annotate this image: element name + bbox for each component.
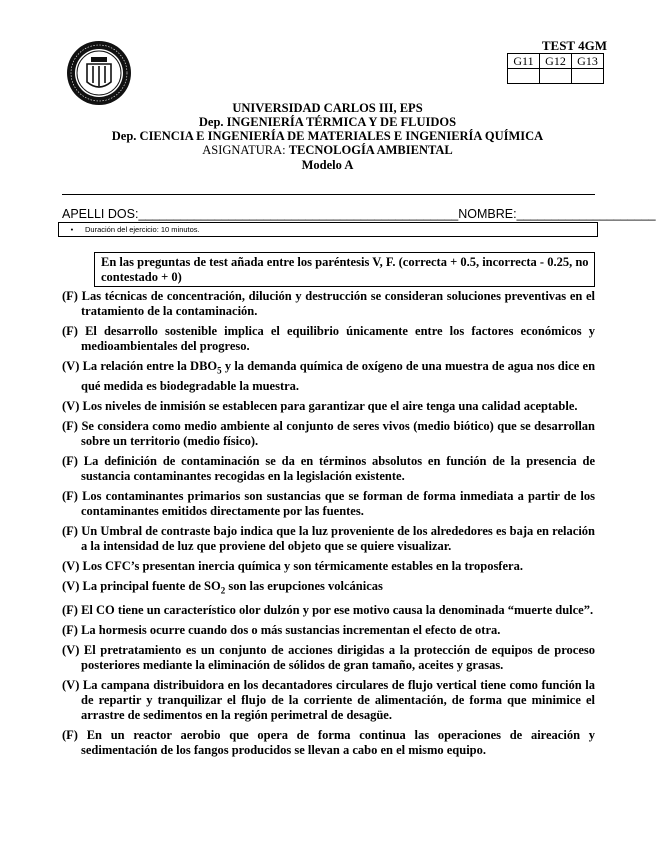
question-item [62,399,595,414]
question-text: y la demanda química de oxígeno de una muestra de agua nos dice en qué medida es biodegradable la muestra. [81,359,596,393]
name-field[interactable]: ____________________ [516,207,656,221]
answer-mark[interactable]: (F) [62,418,78,433]
answer-mark[interactable]: (V) [62,359,80,373]
surname-field[interactable]: ______________________________________________ [138,207,459,221]
question-text: Los niveles de inmisión se establecen para garantizar que el aire tenga una calidad aceptable. [82,398,578,413]
question-text: La hormesis ocurre cuando dos o más sustancias incrementan el efecto de otra. [81,623,501,637]
question-item [62,643,595,673]
subject-name: TECNOLOGÍA AMBIENTAL [288,143,453,157]
question-item [62,678,595,723]
question-item [62,419,595,449]
question-item [62,728,595,758]
department-1: Dep. INGENIERÍA TÉRMICA Y DE FLUIDOS [198,115,457,129]
answer-mark[interactable]: (F) [62,623,78,637]
answer-mark[interactable]: (F) [62,324,78,338]
name-label: NOMBRE: [458,207,517,221]
question-text: Los contaminantes primarios son sustancias que se forman de forma inmediata a partir de los contaminantes emitidos directamente por las fuentes. [81,488,595,518]
question-text: El pretratamiento es un conjunto de acciones dirigidas a la protección de equipos de proceso posteriores mediante la eliminación de sólidos de gran tamaño, aceites y grasas. [81,643,595,672]
instructions-box: En las preguntas de test añada entre los paréntesis V, F. (correcta + 0.5, incorrecta - 0.25, no contestado + 0) [94,252,595,287]
question-item [62,454,595,484]
group-table [507,53,604,84]
duration-text: Duración del ejercicio: 10 minutos. [85,225,200,234]
department-2: Dep. CIENCIA E INGENIERÍA DE MATERIALES E INGENIERÍA QUÍMICA [111,129,544,143]
answer-mark[interactable]: (V) [62,558,80,573]
question-text: El desarrollo sostenible implica el equilibrio únicamente entre los factores económicos y medioambientales del progreso. [81,324,595,353]
answer-mark[interactable]: (F) [62,728,78,742]
answer-mark[interactable]: (F) [62,523,78,538]
divider [62,194,595,195]
group-header-g12: G12 [540,54,572,69]
question-item [62,559,595,574]
student-info-line [62,207,656,221]
question-text: En un reactor aerobio que opera de forma continua las operaciones de aireación y sedimentación de los fangos producidos se llevan a cabo en el mismo equipo. [81,728,595,757]
question-list [62,289,595,763]
test-label: TEST 4GM [541,38,607,53]
question-item [62,579,595,599]
question-text: La campana distribuidora en los decantadores circulares de flujo vertical tiene como función la de repartir y tranquilizar el flujo de la corriente de alimentación, de forma que minimice el arrastre de sedimentos en la región perimetral de desagüe. [81,678,596,722]
question-item [62,603,595,618]
question-item [62,324,595,354]
answer-mark[interactable]: (F) [62,488,78,503]
question-text: Un Umbral de contraste bajo indica que la luz proveniente de los alrededores es baja en relación a la intensidad de luz que proviene del objeto que se quiere visualizar. [81,523,596,553]
question-subscript: 2 [220,585,226,595]
subject-line [0,143,655,158]
question-text: La principal fuente de SO [82,578,221,593]
group-cell-g11[interactable] [508,69,540,84]
question-text: La relación entre la DBO [82,359,218,373]
question-text: son las erupciones volcánicas [225,578,383,593]
question-item [62,359,595,394]
question-item [62,524,595,554]
exam-model: Modelo A [301,158,354,172]
question-text: La definición de contaminación se da en términos absolutos en función de la presencia de sustancia contaminantes recogidas en la legislación existente. [81,453,595,483]
answer-mark[interactable]: (F) [62,603,78,617]
question-item [62,489,595,519]
question-text: Se considera como medio ambiente al conjunto de seres vivos (medio biótico) que se desarrollan sobre un territorio (medio físico). [81,418,595,448]
group-cell-g12[interactable] [540,69,572,84]
question-item [62,289,595,319]
answer-mark[interactable]: (V) [62,578,80,593]
question-subscript: 5 [217,365,222,376]
surname-label: APELLI DOS: [62,207,139,221]
answer-mark[interactable]: (F) [62,453,78,468]
answer-mark[interactable]: (V) [62,678,80,692]
bullet-icon: • [70,225,74,234]
question-text: El CO tiene un característico olor dulzón y por ese motivo causa la denominada “muerte dulce”. [81,603,594,617]
question-text: Las técnicas de concentración, dilución y destrucción se consideran soluciones preventivas en el tratamiento de la contaminación. [81,289,596,318]
group-header-g11: G11 [508,54,540,69]
university-name: UNIVERSIDAD CARLOS III, EPS [232,101,423,115]
question-item [62,623,595,638]
subject-prefix: ASIGNATURA: [202,143,289,157]
question-text: Los CFC’s presentan inercia química y son térmicamente estables en la troposfera. [82,558,523,573]
answer-mark[interactable]: (F) [62,289,78,303]
group-header-g13: G13 [572,54,604,69]
duration-note [58,222,598,237]
university-seal-logo [66,40,132,106]
answer-mark[interactable]: (V) [62,643,80,657]
answer-mark[interactable]: (V) [62,398,80,413]
group-cell-g13[interactable] [572,69,604,84]
